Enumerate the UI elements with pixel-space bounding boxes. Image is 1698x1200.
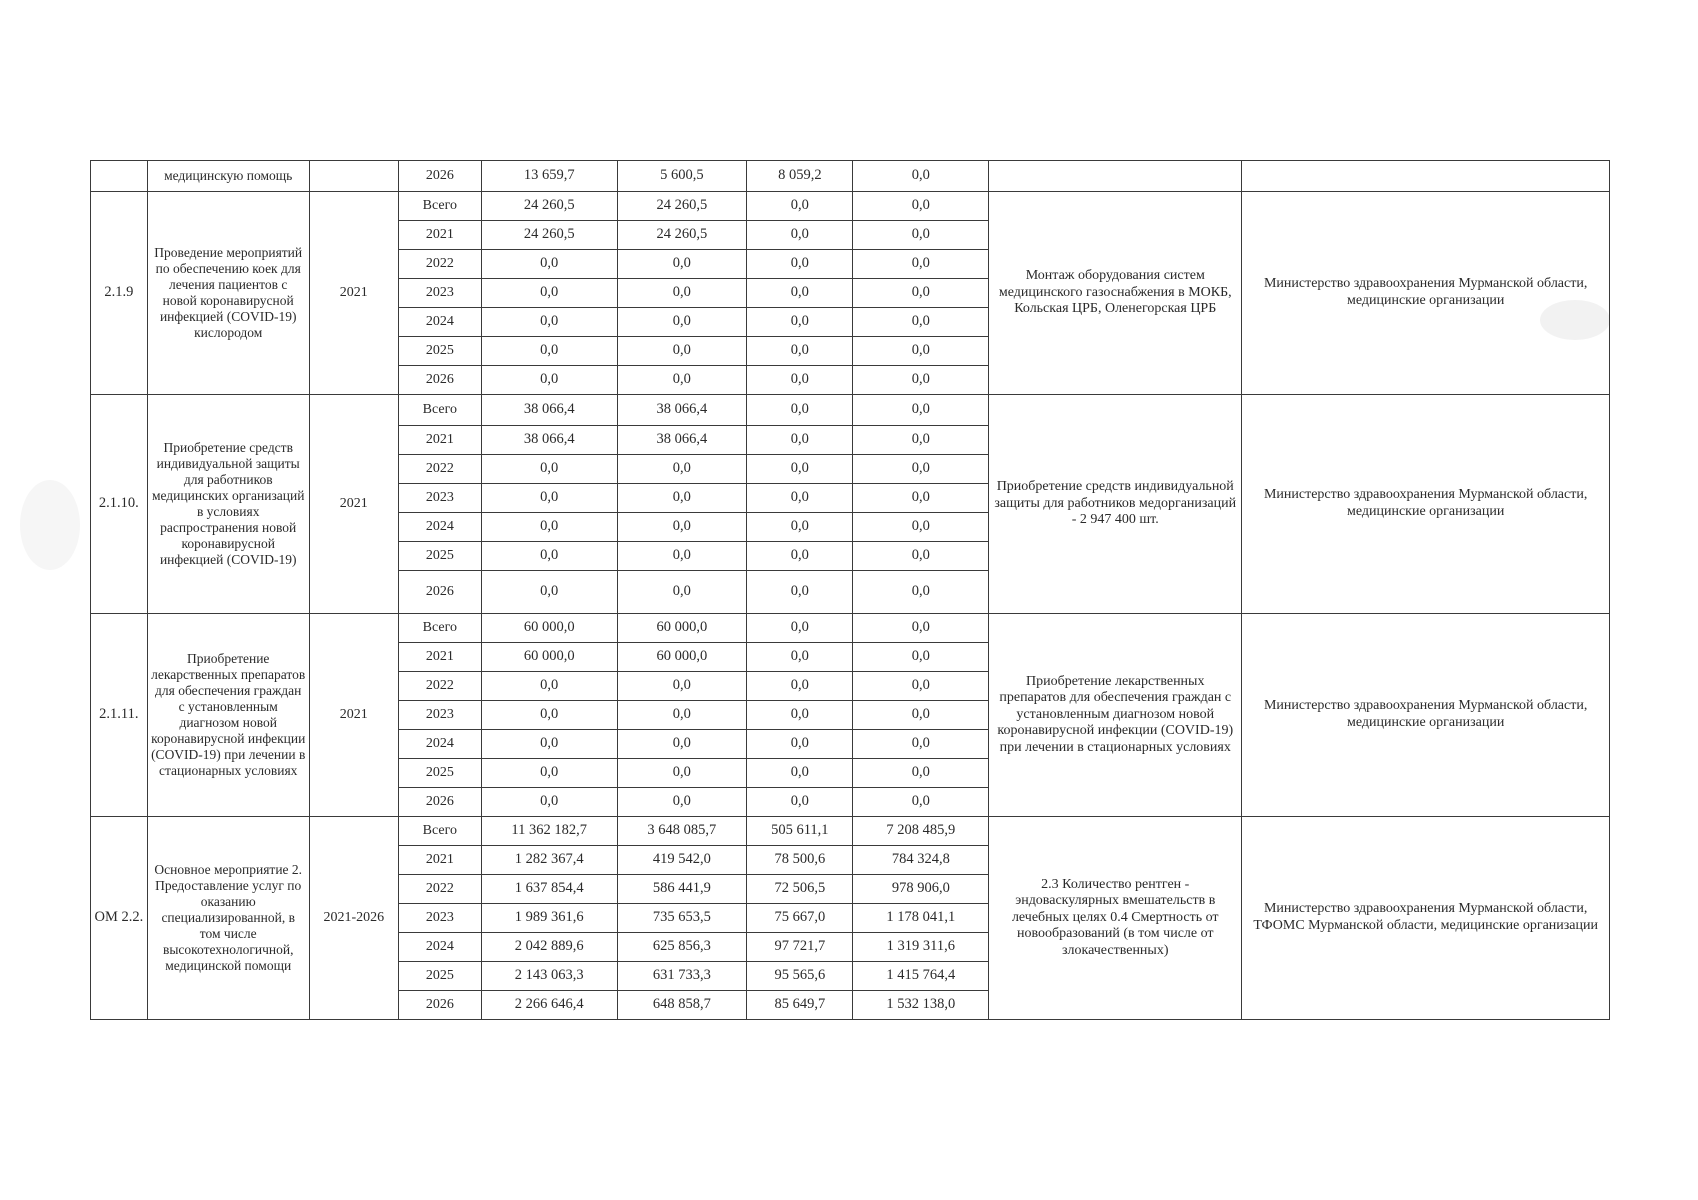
federal-budget-cell: 0,0 bbox=[747, 192, 853, 221]
federal-budget-cell: 0,0 bbox=[747, 643, 853, 672]
year-cell: Всего bbox=[398, 614, 481, 643]
executor-cell: Министерство здравоохранения Мурманской области, медицинские организации bbox=[1242, 192, 1610, 395]
total-cell: 24 260,5 bbox=[481, 221, 617, 250]
other-sources-cell: 0,0 bbox=[853, 542, 989, 571]
year-cell: 2021 bbox=[398, 426, 481, 455]
total-cell: 0,0 bbox=[481, 542, 617, 571]
total-cell: 13 659,7 bbox=[481, 161, 617, 192]
result-cell: Монтаж оборудования систем медицинского газоснабжения в МОКБ, Кольская ЦРБ, Оленегорская ЦРБ bbox=[989, 192, 1242, 395]
year-cell: 2025 bbox=[398, 759, 481, 788]
regional-budget-cell: 0,0 bbox=[617, 701, 747, 730]
year-cell: 2022 bbox=[398, 672, 481, 701]
measure-name-cell: Приобретение лекарственных препаратов для обеспечения граждан с установленным диагнозом новой коронавирусной инфекции (COVID-19) при лечении в стационарных условиях bbox=[147, 614, 309, 817]
regional-budget-cell: 0,0 bbox=[617, 788, 747, 817]
federal-budget-cell: 0,0 bbox=[747, 455, 853, 484]
year-cell: 2026 bbox=[398, 991, 481, 1020]
table-row bbox=[91, 161, 1610, 192]
regional-budget-cell: 735 653,5 bbox=[617, 904, 747, 933]
table-row bbox=[91, 614, 1610, 643]
federal-budget-cell: 0,0 bbox=[747, 571, 853, 614]
total-cell: 0,0 bbox=[481, 455, 617, 484]
table-row bbox=[91, 395, 1610, 426]
federal-budget-cell: 0,0 bbox=[747, 279, 853, 308]
regional-budget-cell: 0,0 bbox=[617, 759, 747, 788]
regional-budget-cell: 60 000,0 bbox=[617, 614, 747, 643]
other-sources-cell: 0,0 bbox=[853, 513, 989, 542]
total-cell: 0,0 bbox=[481, 513, 617, 542]
year-cell: 2023 bbox=[398, 701, 481, 730]
executor-cell bbox=[1242, 161, 1610, 192]
year-cell: 2025 bbox=[398, 337, 481, 366]
other-sources-cell: 0,0 bbox=[853, 788, 989, 817]
period-cell: 2021 bbox=[309, 395, 398, 614]
period-cell: 2021 bbox=[309, 192, 398, 395]
year-cell: 2025 bbox=[398, 542, 481, 571]
total-cell: 2 143 063,3 bbox=[481, 962, 617, 991]
total-cell: 38 066,4 bbox=[481, 426, 617, 455]
total-cell: 2 266 646,4 bbox=[481, 991, 617, 1020]
other-sources-cell: 0,0 bbox=[853, 366, 989, 395]
regional-budget-cell: 60 000,0 bbox=[617, 643, 747, 672]
other-sources-cell: 0,0 bbox=[853, 250, 989, 279]
year-cell: 2026 bbox=[398, 788, 481, 817]
regional-budget-cell: 631 733,3 bbox=[617, 962, 747, 991]
federal-budget-cell: 97 721,7 bbox=[747, 933, 853, 962]
total-cell: 0,0 bbox=[481, 279, 617, 308]
other-sources-cell: 0,0 bbox=[853, 730, 989, 759]
other-sources-cell: 0,0 bbox=[853, 161, 989, 192]
year-cell: 2022 bbox=[398, 455, 481, 484]
regional-budget-cell: 0,0 bbox=[617, 542, 747, 571]
year-cell: 2023 bbox=[398, 279, 481, 308]
other-sources-cell: 0,0 bbox=[853, 308, 989, 337]
year-cell: 2023 bbox=[398, 484, 481, 513]
year-cell: 2026 bbox=[398, 366, 481, 395]
year-cell: 2024 bbox=[398, 308, 481, 337]
other-sources-cell: 784 324,8 bbox=[853, 846, 989, 875]
other-sources-cell: 0,0 bbox=[853, 643, 989, 672]
period-cell: 2021 bbox=[309, 614, 398, 817]
regional-budget-cell: 24 260,5 bbox=[617, 192, 747, 221]
total-cell: 0,0 bbox=[481, 759, 617, 788]
result-cell: Приобретение лекарственных препаратов для обеспечения граждан с установленным диагнозом новой коронавирусной инфекции (COVID-19) при лечении в стационарных условиях bbox=[989, 614, 1242, 817]
total-cell: 0,0 bbox=[481, 250, 617, 279]
other-sources-cell: 0,0 bbox=[853, 426, 989, 455]
measure-name-cell: Основное мероприятие 2. Предоставление услуг по оказанию специализированной, в том числе высокотехнологичной, медицинской помощи bbox=[147, 817, 309, 1020]
federal-budget-cell: 95 565,6 bbox=[747, 962, 853, 991]
federal-budget-cell: 72 506,5 bbox=[747, 875, 853, 904]
total-cell: 0,0 bbox=[481, 730, 617, 759]
measure-name-cell: Проведение мероприятий по обеспечению коек для лечения пациентов с новой коронавирусной инфекцией (COVID-19) кислородом bbox=[147, 192, 309, 395]
federal-budget-cell: 0,0 bbox=[747, 337, 853, 366]
year-cell: Всего bbox=[398, 817, 481, 846]
year-cell: 2025 bbox=[398, 962, 481, 991]
other-sources-cell: 0,0 bbox=[853, 571, 989, 614]
other-sources-cell: 0,0 bbox=[853, 484, 989, 513]
table-row bbox=[91, 192, 1610, 221]
regional-budget-cell: 0,0 bbox=[617, 308, 747, 337]
federal-budget-cell: 0,0 bbox=[747, 426, 853, 455]
federal-budget-cell: 0,0 bbox=[747, 672, 853, 701]
total-cell: 1 282 367,4 bbox=[481, 846, 617, 875]
executor-cell: Министерство здравоохранения Мурманской области, медицинские организации bbox=[1242, 614, 1610, 817]
executor-cell: Министерство здравоохранения Мурманской области, ТФОМС Мурманской области, медицинские организации bbox=[1242, 817, 1610, 1020]
total-cell: 60 000,0 bbox=[481, 643, 617, 672]
measure-name-cell: Приобретение средств индивидуальной защиты для работников медицинских организаций в условиях распространения новой коронавирусной инфекцией (COVID-19) bbox=[147, 395, 309, 614]
scan-speck bbox=[20, 480, 80, 570]
result-cell: 2.3 Количество рентген - эндоваскулярных вмешательств в лечебных целях 0.4 Смертность от новообразований (в том числе от злокачественных) bbox=[989, 817, 1242, 1020]
regional-budget-cell: 0,0 bbox=[617, 513, 747, 542]
federal-budget-cell: 75 667,0 bbox=[747, 904, 853, 933]
total-cell: 0,0 bbox=[481, 672, 617, 701]
total-cell: 0,0 bbox=[481, 788, 617, 817]
federal-budget-cell: 0,0 bbox=[747, 614, 853, 643]
regional-budget-cell: 0,0 bbox=[617, 672, 747, 701]
other-sources-cell: 0,0 bbox=[853, 279, 989, 308]
total-cell: 60 000,0 bbox=[481, 614, 617, 643]
regional-budget-cell: 38 066,4 bbox=[617, 426, 747, 455]
federal-budget-cell: 0,0 bbox=[747, 221, 853, 250]
year-cell: 2023 bbox=[398, 904, 481, 933]
regional-budget-cell: 0,0 bbox=[617, 455, 747, 484]
federal-budget-cell: 0,0 bbox=[747, 395, 853, 426]
total-cell: 11 362 182,7 bbox=[481, 817, 617, 846]
total-cell: 2 042 889,6 bbox=[481, 933, 617, 962]
regional-budget-cell: 648 858,7 bbox=[617, 991, 747, 1020]
budget-table bbox=[90, 160, 1610, 1020]
year-cell: 2026 bbox=[398, 571, 481, 614]
federal-budget-cell: 0,0 bbox=[747, 250, 853, 279]
other-sources-cell: 0,0 bbox=[853, 455, 989, 484]
total-cell: 1 637 854,4 bbox=[481, 875, 617, 904]
total-cell: 0,0 bbox=[481, 366, 617, 395]
other-sources-cell: 0,0 bbox=[853, 614, 989, 643]
result-cell bbox=[989, 161, 1242, 192]
regional-budget-cell: 625 856,3 bbox=[617, 933, 747, 962]
federal-budget-cell: 85 649,7 bbox=[747, 991, 853, 1020]
federal-budget-cell: 0,0 bbox=[747, 484, 853, 513]
other-sources-cell: 0,0 bbox=[853, 192, 989, 221]
executor-cell: Министерство здравоохранения Мурманской области, медицинские организации bbox=[1242, 395, 1610, 614]
regional-budget-cell: 3 648 085,7 bbox=[617, 817, 747, 846]
row-code-cell: 2.1.11. bbox=[91, 614, 148, 817]
federal-budget-cell: 8 059,2 bbox=[747, 161, 853, 192]
federal-budget-cell: 0,0 bbox=[747, 513, 853, 542]
total-cell: 0,0 bbox=[481, 571, 617, 614]
year-cell: Всего bbox=[398, 192, 481, 221]
year-cell: 2021 bbox=[398, 846, 481, 875]
other-sources-cell: 0,0 bbox=[853, 221, 989, 250]
other-sources-cell: 1 532 138,0 bbox=[853, 991, 989, 1020]
federal-budget-cell: 0,0 bbox=[747, 308, 853, 337]
row-code-cell: 2.1.9 bbox=[91, 192, 148, 395]
regional-budget-cell: 0,0 bbox=[617, 250, 747, 279]
regional-budget-cell: 0,0 bbox=[617, 337, 747, 366]
total-cell: 0,0 bbox=[481, 701, 617, 730]
regional-budget-cell: 0,0 bbox=[617, 366, 747, 395]
result-cell: Приобретение средств индивидуальной защиты для работников медорганизаций - 2 947 400 шт. bbox=[989, 395, 1242, 614]
row-code-cell: ОМ 2.2. bbox=[91, 817, 148, 1020]
other-sources-cell: 7 208 485,9 bbox=[853, 817, 989, 846]
federal-budget-cell: 0,0 bbox=[747, 730, 853, 759]
federal-budget-cell: 0,0 bbox=[747, 788, 853, 817]
other-sources-cell: 0,0 bbox=[853, 701, 989, 730]
year-cell: 2026 bbox=[398, 161, 481, 192]
federal-budget-cell: 0,0 bbox=[747, 542, 853, 571]
other-sources-cell: 0,0 bbox=[853, 337, 989, 366]
row-code-cell: 2.1.10. bbox=[91, 395, 148, 614]
federal-budget-cell: 0,0 bbox=[747, 701, 853, 730]
total-cell: 0,0 bbox=[481, 484, 617, 513]
regional-budget-cell: 0,0 bbox=[617, 571, 747, 614]
table-row bbox=[91, 817, 1610, 846]
other-sources-cell: 1 415 764,4 bbox=[853, 962, 989, 991]
other-sources-cell: 0,0 bbox=[853, 759, 989, 788]
regional-budget-cell: 5 600,5 bbox=[617, 161, 747, 192]
total-cell: 0,0 bbox=[481, 308, 617, 337]
year-cell: Всего bbox=[398, 395, 481, 426]
regional-budget-cell: 586 441,9 bbox=[617, 875, 747, 904]
total-cell: 1 989 361,6 bbox=[481, 904, 617, 933]
regional-budget-cell: 0,0 bbox=[617, 279, 747, 308]
other-sources-cell: 0,0 bbox=[853, 395, 989, 426]
year-cell: 2022 bbox=[398, 250, 481, 279]
total-cell: 0,0 bbox=[481, 337, 617, 366]
year-cell: 2022 bbox=[398, 875, 481, 904]
federal-budget-cell: 0,0 bbox=[747, 759, 853, 788]
total-cell: 38 066,4 bbox=[481, 395, 617, 426]
total-cell: 24 260,5 bbox=[481, 192, 617, 221]
period-cell: 2021-2026 bbox=[309, 817, 398, 1020]
regional-budget-cell: 0,0 bbox=[617, 730, 747, 759]
row-code-cell bbox=[91, 161, 148, 192]
year-cell: 2024 bbox=[398, 730, 481, 759]
regional-budget-cell: 0,0 bbox=[617, 484, 747, 513]
regional-budget-cell: 419 542,0 bbox=[617, 846, 747, 875]
other-sources-cell: 1 178 041,1 bbox=[853, 904, 989, 933]
federal-budget-cell: 78 500,6 bbox=[747, 846, 853, 875]
year-cell: 2021 bbox=[398, 643, 481, 672]
other-sources-cell: 1 319 311,6 bbox=[853, 933, 989, 962]
period-cell bbox=[309, 161, 398, 192]
year-cell: 2024 bbox=[398, 933, 481, 962]
year-cell: 2024 bbox=[398, 513, 481, 542]
regional-budget-cell: 24 260,5 bbox=[617, 221, 747, 250]
other-sources-cell: 978 906,0 bbox=[853, 875, 989, 904]
measure-name-cell: медицинскую помощь bbox=[147, 161, 309, 192]
other-sources-cell: 0,0 bbox=[853, 672, 989, 701]
federal-budget-cell: 0,0 bbox=[747, 366, 853, 395]
year-cell: 2021 bbox=[398, 221, 481, 250]
regional-budget-cell: 38 066,4 bbox=[617, 395, 747, 426]
federal-budget-cell: 505 611,1 bbox=[747, 817, 853, 846]
